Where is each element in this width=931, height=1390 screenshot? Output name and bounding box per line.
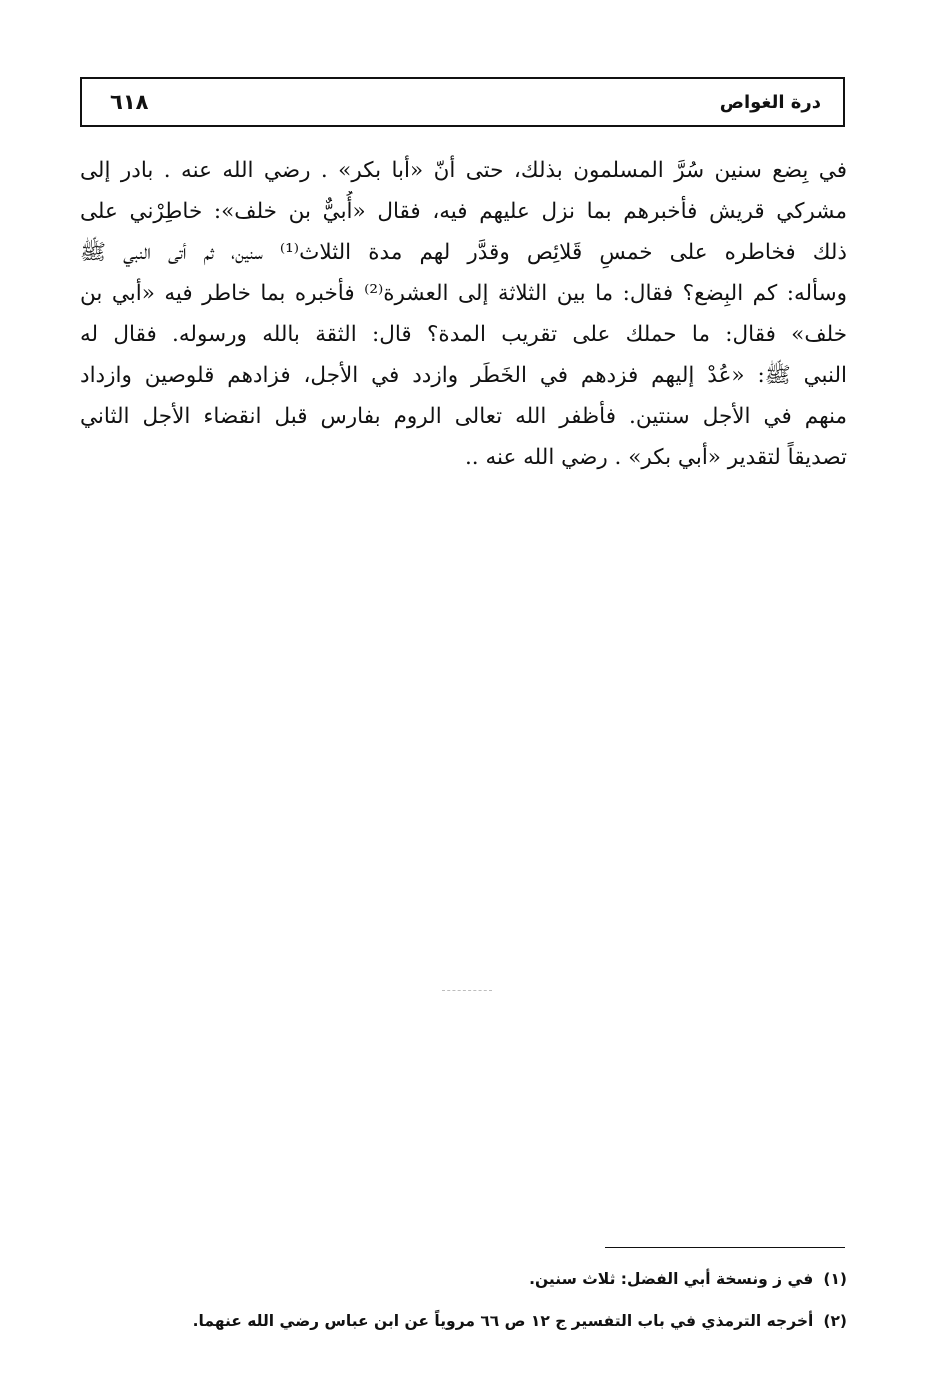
running-header: [80, 77, 845, 127]
text-line: منهم في الأجل سنتين. فأظفر الله تعالى الروم بفارس قبل انقضاء الأجل الثاني: [80, 404, 847, 429]
text-line: مشركي قريش فأخبرهم بما نزل عليهم فيه، فقال «أُبيٌّ بن خلف»: خاطِرْني على: [80, 199, 847, 224]
footnote-item: [80, 1258, 847, 1300]
main-text: [80, 150, 847, 478]
text-line: النبي ﷺ: «عُدْ إليهم فزدهم في الخَطَر وازدد في الأجل، فزادهم قلوصين وازداد: [80, 363, 847, 388]
text-line: في بِضع سنين سُرَّ المسلمون بذلك، حتى أنّ «أبا بكر» . رضي الله عنه . بادر إلى: [80, 158, 847, 183]
text-line: تصديقاً لتقدير «أبي بكر» . رضي الله عنه ..: [464, 445, 847, 470]
footnote-text: أخرجه الترمذي في باب التفسير ج ١٢ ص ٦٦ مروياً عن ابن عباس رضي الله عنهما.: [192, 1312, 814, 1330]
page-number: ٦١٨: [110, 90, 149, 114]
text-line: خلف» فقال: ما حملك على تقريب المدة؟ قال: الثقة بالله ورسوله. فقال له: [80, 322, 847, 347]
footnote-marker: (١): [823, 1270, 847, 1288]
footnote-marker: (٢): [823, 1312, 847, 1330]
text-line: وسأله: كم البِضع؟ فقال: ما بين الثلاثة إلى العشرة⁽²⁾ فأخبره بما خاطر فيه «أبي بن: [80, 281, 847, 306]
decorative-divider: [442, 990, 492, 991]
footnote-text: في ز ونسخة أبي الفضل: ثلاث سنين.: [529, 1270, 814, 1288]
footnotes: [80, 1258, 847, 1342]
footnote-separator: [605, 1247, 845, 1248]
text-line: ذلك فخاطره على خمسِ قَلائِص وقدَّر لهم مدة الثلاث⁽¹⁾ سنين، ثم أتى النبي ﷺ: [80, 240, 847, 265]
book-title: درة الغواص: [719, 91, 821, 113]
footnote-item: [80, 1300, 847, 1342]
